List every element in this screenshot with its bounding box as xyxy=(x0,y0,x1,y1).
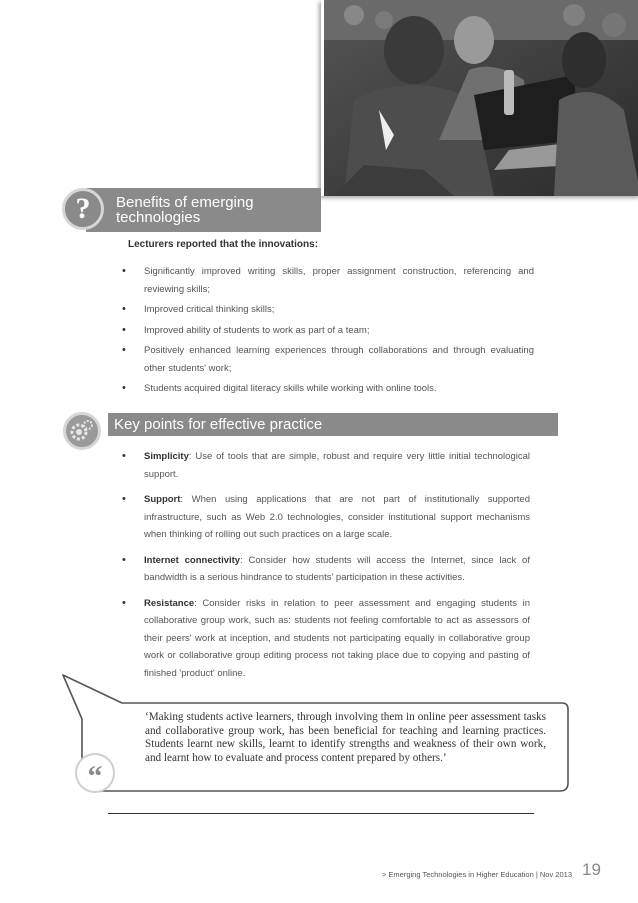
divider xyxy=(108,813,534,814)
students-photo xyxy=(321,0,638,196)
question-mark-icon: ? xyxy=(62,188,104,230)
list-item-text: : Consider risks in relation to peer assessment and engaging students in collaborative group work, such as: students not feeling comfortable to act as assessors of their peers' work at inception, and students not participating equally in collaborative group work or collaborative group editing process not taking place due to copying and pasting of finished 'product' online. xyxy=(144,597,530,679)
list-item xyxy=(118,552,530,587)
benefits-list xyxy=(118,263,534,401)
list-item: • Positively enhanced learning experiences through collaborations and through evaluating other students' work; xyxy=(118,342,534,377)
page-number: 19 xyxy=(582,860,601,879)
list-item-text: : Consider how students will access the Internet, since lack of bandwidth is a serious hindrance to students' participation in these activities. xyxy=(144,554,530,583)
key-points-banner xyxy=(108,413,558,436)
list-item xyxy=(118,448,530,483)
pull-quote: ‘Making students active learners, through involving them in online peer assessment tasks and collaborative group work, has been beneficial for teaching and learning practices. Students learnt new skills, learnt to identify strengths and weakness of their own work, and learnt how to evaluate and process content prepared by others.’ xyxy=(145,711,546,764)
list-item: • Improved ability of students to work as part of a team; xyxy=(118,322,534,340)
list-item-term: Support xyxy=(144,494,181,505)
list-item-term: Simplicity xyxy=(144,451,189,462)
list-item-term: Internet connectivity xyxy=(144,554,241,566)
key-points-title: Key points for effective practice xyxy=(114,416,323,433)
list-item-text: : Use of tools that are simple, robust and require very little initial technological support. xyxy=(144,451,530,480)
list-item xyxy=(118,491,530,544)
list-item-term: Resistance xyxy=(144,597,195,609)
list-item: • Improved critical thinking skills; xyxy=(118,301,534,319)
benefits-title xyxy=(116,195,254,225)
benefits-banner xyxy=(86,188,321,232)
benefits-title-line2: technologies xyxy=(116,209,201,226)
gears-icon-graphic xyxy=(66,415,98,447)
benefits-title-line1: Benefits of emerging xyxy=(116,194,254,211)
list-item-text: : When using applications that are not part of institutionally supported infrastructure, such as Web 2.0 technologies, consider institutional support mechanisms when thinking of rolling out such practices on a large scale. xyxy=(144,494,530,540)
gears-icon xyxy=(63,412,101,450)
benefits-intro: Lecturers reported that the innovations: xyxy=(128,239,319,250)
footer-text: > Emerging Technologies in Higher Education | Nov 2013 xyxy=(381,870,572,879)
list-item: • Students acquired digital literacy skills while working with online tools. xyxy=(118,380,534,398)
photo-students-with-laptops xyxy=(324,0,638,196)
list-item: • Significantly improved writing skills, proper assignment construction, referencing and reviewing skills; xyxy=(118,263,534,298)
list-item xyxy=(118,595,530,683)
quote-marks-icon: “ xyxy=(75,753,115,793)
key-points-list xyxy=(118,448,530,690)
